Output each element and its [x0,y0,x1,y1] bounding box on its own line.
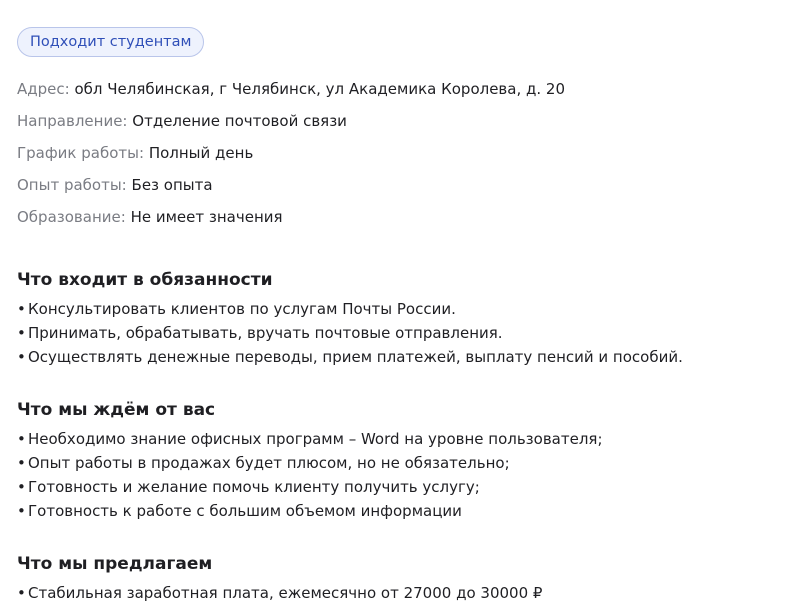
list-item [17,427,777,451]
bullet: • [17,300,26,318]
section-title: Что мы ждём от вас [17,400,216,420]
list-item-text: Готовность и желание помочь клиенту получить услугу; [28,478,480,496]
info-label: График работы: [17,144,145,162]
info-row-education [17,206,777,238]
list-item [17,581,777,605]
list-item-text: Необходимо знание офисных программ – Word на уровне пользователя; [28,430,603,448]
bullet: • [17,454,26,472]
list-item [17,321,777,345]
info-value: Не имеет значения [130,208,283,226]
list-item-text: Осуществлять денежные переводы, прием платежей, выплату пенсий и пособий. [28,348,683,366]
list-item-text: Готовность к работе с большим объемом информации [28,502,462,520]
section-title: Что входит в обязанности [17,270,273,290]
info-row-experience [17,174,777,206]
bullet: • [17,324,26,342]
info-label: Адрес: [17,80,70,98]
bullet: • [17,348,26,366]
info-row-address [17,78,777,110]
bullet: • [17,502,26,520]
info-value: обл Челябинская, г Челябинск, ул Академика Королева, д. 20 [74,80,565,98]
info-value: Отделение почтовой связи [132,112,347,130]
bullet: • [17,584,26,602]
list-item [17,297,777,321]
info-label: Направление: [17,112,128,130]
bullet: • [17,478,26,496]
list-item [17,475,777,499]
info-value: Без опыта [131,176,213,194]
list-item [17,345,777,369]
students-badge[interactable]: Подходит студентам [17,27,204,57]
list-item [17,499,777,523]
offer-section [17,553,777,605]
vacancy-info-list [17,78,777,238]
list-item-text: Опыт работы в продажах будет плюсом, но не обязательно; [28,454,510,472]
duties-section [17,269,777,369]
info-label: Образование: [17,208,126,226]
info-value: Полный день [148,144,254,162]
requirements-section [17,399,777,523]
list-item [17,451,777,475]
list-item-text: Стабильная заработная плата, ежемесячно от 27000 до 30000 ₽ [28,584,543,602]
list-item-text: Принимать, обрабатывать, вручать почтовые отправления. [28,324,503,342]
list-item-text: Консультировать клиентов по услугам Почты России. [28,300,456,318]
info-row-schedule [17,142,777,174]
info-label: Опыт работы: [17,176,127,194]
section-title: Что мы предлагаем [17,554,213,574]
bullet: • [17,430,26,448]
info-row-direction [17,110,777,142]
